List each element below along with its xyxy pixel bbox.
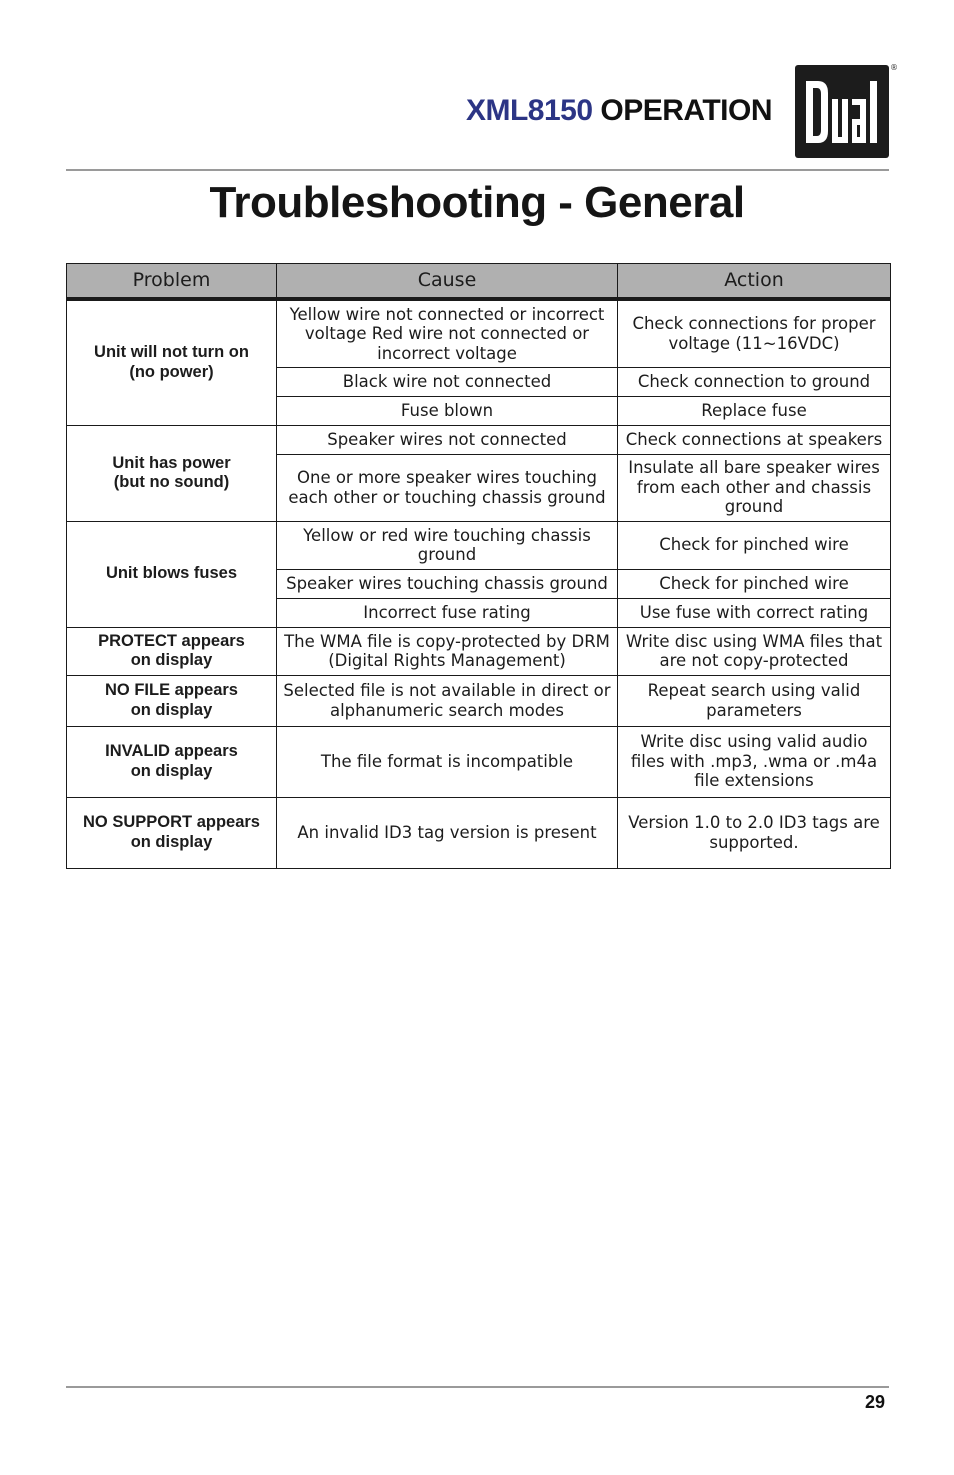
cause-text: Speaker wires touching chassis ground xyxy=(286,573,608,593)
problem-cell xyxy=(67,521,277,627)
cause-text: ground xyxy=(417,545,477,564)
registered-mark: ® xyxy=(890,63,898,72)
action-text: Replace fuse xyxy=(701,400,807,420)
action-cell xyxy=(618,675,891,726)
problem-text: on display xyxy=(130,651,213,669)
table-row xyxy=(67,726,891,797)
cause-text: Yellow wire not connected or incorrect xyxy=(289,304,605,324)
action-text: parameters xyxy=(706,700,802,720)
action-text: Use fuse with correct rating xyxy=(639,602,869,622)
cause-text: Black wire not connected xyxy=(342,371,552,391)
action-text: supported. xyxy=(709,832,799,852)
table-header-row xyxy=(67,264,891,300)
cause-text: Incorrect fuse rating xyxy=(363,602,531,622)
table-row xyxy=(67,299,891,367)
action-text: file extensions xyxy=(694,771,814,791)
action-cell xyxy=(618,569,891,598)
problem-text: on display xyxy=(130,832,213,851)
action-text: from each other and chassis xyxy=(636,477,872,497)
action-cell xyxy=(618,299,891,367)
cause-text: One or more speaker wires touching xyxy=(297,468,597,487)
cause-text: voltage Red wire not connected or xyxy=(304,324,590,343)
cause-cell xyxy=(277,521,618,569)
problem-text: Unit has power xyxy=(112,453,231,472)
cause-cell xyxy=(277,425,618,454)
cause-text: (Digital Rights Management) xyxy=(328,651,566,670)
problem-cell xyxy=(67,726,277,797)
cause-cell xyxy=(277,569,618,598)
action-cell xyxy=(618,454,891,521)
action-text: files with .mp3, .wma or .m4a xyxy=(630,751,878,771)
cause-cell xyxy=(277,299,618,367)
action-text: Insulate all bare speaker wires xyxy=(628,458,880,478)
cause-cell xyxy=(277,675,618,726)
action-text: Check for pinched wire xyxy=(659,535,849,555)
problem-text: (but no sound) xyxy=(113,473,230,491)
action-text: are not copy-protected xyxy=(659,651,849,670)
cause-cell xyxy=(277,396,618,425)
problem-cell xyxy=(67,425,277,521)
cause-text: An invalid ID3 tag version is present xyxy=(297,822,597,842)
problem-text: on display xyxy=(130,700,213,719)
action-text: Check for pinched wire xyxy=(659,573,849,593)
footer-divider xyxy=(66,1386,889,1388)
problem-text: PROTECT appears xyxy=(98,631,245,650)
header-divider xyxy=(66,169,889,171)
action-text: Check connections at speakers xyxy=(625,429,883,449)
action-text: voltage (11~16VDC) xyxy=(668,333,840,353)
action-text: ground xyxy=(724,497,784,517)
section-name: OPERATION xyxy=(600,94,772,127)
cause-text: Selected file is not available in direct or xyxy=(283,681,611,700)
problem-text: (no power) xyxy=(129,362,214,381)
action-text: Repeat search using valid xyxy=(647,681,861,700)
action-cell xyxy=(618,367,891,396)
action-text: Write disc using WMA files that xyxy=(625,631,883,651)
cause-cell xyxy=(277,454,618,521)
problem-cell xyxy=(67,675,277,726)
action-cell xyxy=(618,598,891,627)
model-name: XML8150 xyxy=(465,94,593,127)
problem-cell xyxy=(67,299,277,425)
column-header-cause: Cause xyxy=(277,264,618,300)
dual-logo-mark xyxy=(802,75,882,149)
action-cell xyxy=(618,425,891,454)
cause-text: alphanumeric search modes xyxy=(329,700,564,720)
header-title xyxy=(466,94,772,128)
troubleshooting-table xyxy=(66,263,891,869)
cause-text: The WMA file is copy-protected by DRM xyxy=(284,631,610,651)
cause-cell xyxy=(277,627,618,675)
cause-text: Fuse blown xyxy=(400,400,494,420)
problem-cell xyxy=(67,627,277,675)
problem-text: INVALID appears xyxy=(105,742,238,760)
action-cell xyxy=(618,627,891,675)
column-header-problem: Problem xyxy=(67,264,277,300)
cause-text: Speaker wires not connected xyxy=(327,429,567,449)
column-header-action: Action xyxy=(618,264,891,300)
table-row xyxy=(67,675,891,726)
action-cell xyxy=(618,396,891,425)
cause-text: The file format is incompatible xyxy=(320,751,574,771)
problem-text: Unit will not turn on xyxy=(94,343,249,362)
action-cell xyxy=(618,521,891,569)
cause-text: each other or touching chassis ground xyxy=(288,487,606,507)
problem-text: Unit blows fuses xyxy=(105,564,238,583)
action-text: Write disc using valid audio xyxy=(640,732,868,752)
dual-logo xyxy=(795,65,889,158)
table-row xyxy=(67,797,891,868)
table-row xyxy=(67,425,891,454)
cause-text: Yellow or red wire touching chassis xyxy=(303,525,591,545)
cause-cell xyxy=(277,367,618,396)
problem-text: NO SUPPORT appears xyxy=(83,813,260,831)
action-cell xyxy=(618,797,891,868)
page-title: Troubleshooting - General xyxy=(209,178,745,227)
action-text: Check connection to ground xyxy=(637,371,871,391)
action-cell xyxy=(618,726,891,797)
problem-cell xyxy=(67,797,277,868)
cause-text: incorrect voltage xyxy=(377,343,517,363)
cause-cell xyxy=(277,797,618,868)
action-text: Version 1.0 to 2.0 ID3 tags are xyxy=(628,813,880,832)
action-text: Check connections for proper xyxy=(632,314,876,334)
cause-cell xyxy=(277,598,618,627)
cause-cell xyxy=(277,726,618,797)
table-row xyxy=(67,521,891,569)
problem-text: on display xyxy=(130,761,213,780)
table-row xyxy=(67,627,891,675)
page-number: 29 xyxy=(864,1392,885,1412)
problem-text: NO FILE appears xyxy=(105,681,238,699)
